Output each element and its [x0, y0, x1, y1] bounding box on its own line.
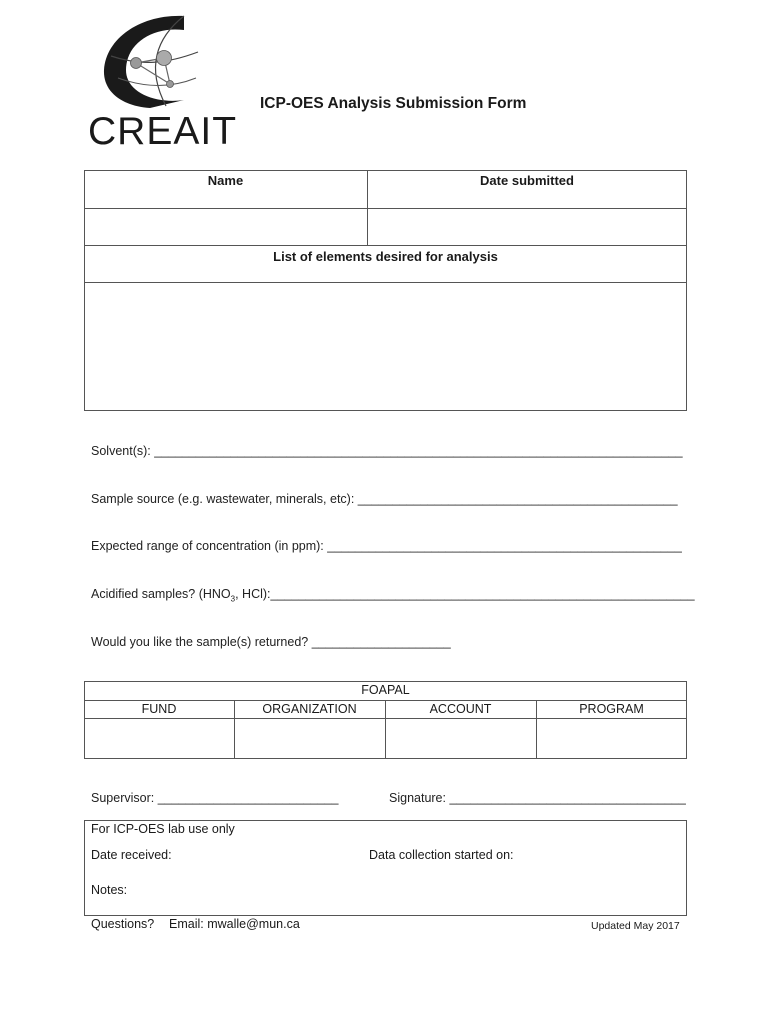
elements-header: List of elements desired for analysis	[273, 249, 498, 264]
foapal-organization-header: ORGANIZATION	[262, 702, 357, 716]
lab-use-title: For ICP-OES lab use only	[91, 822, 235, 836]
date-submitted-header: Date submitted	[480, 173, 574, 188]
foapal-account-header: ACCOUNT	[429, 702, 492, 716]
foapal-fund-field[interactable]	[86, 720, 232, 757]
foapal-fund-header: FUND	[141, 702, 177, 716]
acidified-label: Acidified samples? (HNO	[91, 587, 231, 601]
notes-label: Notes:	[91, 883, 128, 897]
contact-email[interactable]: Email: mwalle@mun.ca	[169, 917, 300, 931]
foapal-account-field[interactable]	[387, 720, 534, 757]
foapal-program-header: PROGRAM	[579, 702, 644, 716]
name-header: Name	[207, 173, 244, 188]
updated-date: Updated May 2017	[591, 920, 680, 932]
sample-source-field[interactable]: Sample source (e.g. wastewater, minerals, etc): ______________________________________________	[91, 492, 678, 506]
date-submitted-field[interactable]	[369, 210, 685, 243]
concentration-field[interactable]: Expected range of concentration (in ppm): ___________________________________________________	[91, 539, 682, 553]
questions-label: Questions?	[91, 917, 155, 931]
form-title: ICP-OES Analysis Submission Form	[260, 95, 527, 112]
elements-field[interactable]	[86, 284, 685, 409]
name-field[interactable]	[86, 210, 365, 243]
acidified-line: , HCl):_____________________________________________________________	[235, 587, 695, 601]
foapal-organization-field[interactable]	[236, 720, 383, 757]
logo-wordmark: CREAIT	[88, 110, 238, 153]
returned-field[interactable]: Would you like the sample(s) returned? ____________________	[91, 635, 451, 649]
foapal-title: FOAPAL	[361, 683, 410, 697]
signature-field[interactable]: Signature: __________________________________	[389, 791, 686, 805]
acidified-subscript: 3	[230, 594, 236, 604]
solvent-field[interactable]: Solvent(s): ____________________________________________________________________________	[91, 444, 683, 458]
table-divider	[84, 245, 687, 246]
date-received-label: Date received:	[91, 848, 172, 862]
table-divider	[84, 282, 687, 283]
foapal-program-field[interactable]	[538, 720, 685, 757]
table-divider	[84, 208, 687, 209]
supervisor-field[interactable]: Supervisor: __________________________	[91, 791, 339, 805]
acidified-field[interactable]	[91, 587, 695, 604]
data-collection-label: Data collection started on:	[369, 848, 514, 862]
